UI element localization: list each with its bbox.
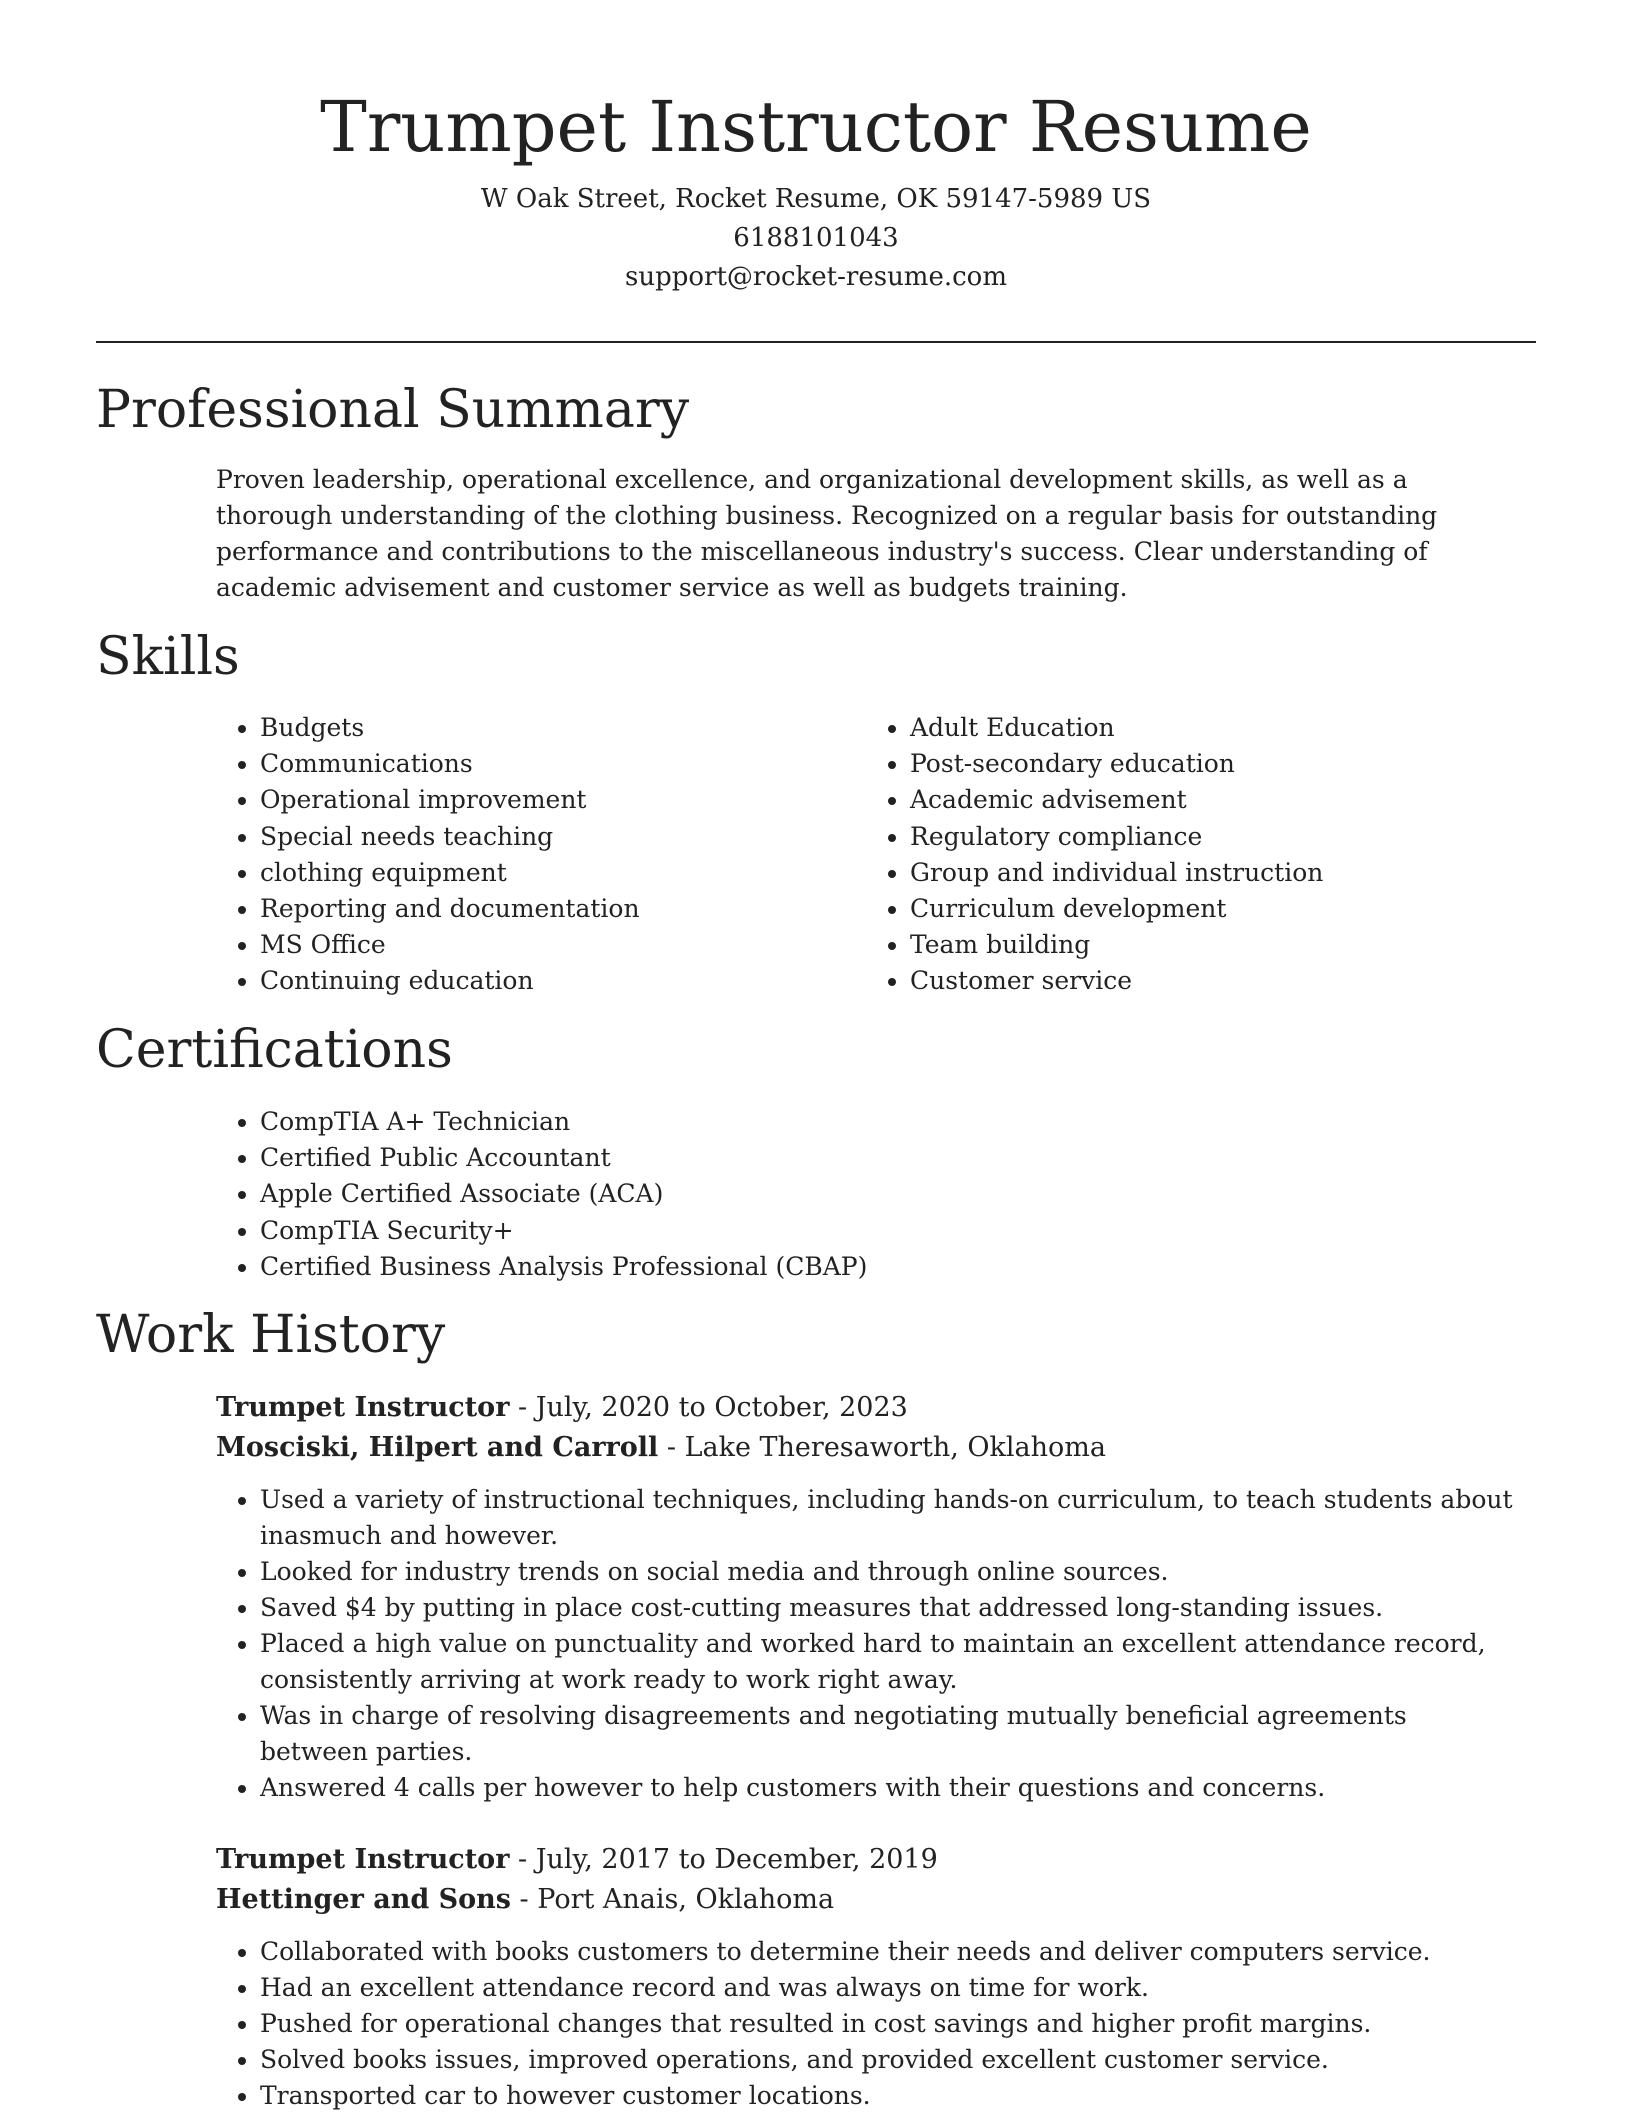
list-item: • Collaborated with books customers to determine their needs and deliver computers service. xyxy=(260,1934,1520,1970)
list-item: • Looked for industry trends on social media and through online sources. xyxy=(260,1554,1520,1590)
job-dates: - July, 2020 to October, 2023 xyxy=(509,1392,908,1423)
header-divider xyxy=(96,341,1536,343)
section-title-summary: Professional Summary xyxy=(96,380,690,440)
job-bullets xyxy=(216,1482,1520,1806)
list-item: • Regulatory compliance xyxy=(910,819,1550,855)
resume-header xyxy=(96,82,1536,297)
list-item: • Academic advisement xyxy=(910,782,1550,818)
list-item: • clothing equipment xyxy=(260,855,860,891)
list-item: • Pushed for operational changes that resulted in cost savings and higher profit margins. xyxy=(260,2006,1520,2042)
list-item: • Reporting and documentation xyxy=(260,891,860,927)
list-item: • Budgets xyxy=(260,710,860,746)
list-item: • Post-secondary education xyxy=(910,746,1550,782)
section-title-skills: Skills xyxy=(96,627,240,687)
contact-block xyxy=(96,180,1536,297)
list-item: • Was in charge of resolving disagreements and negotiating mutually beneficial agreements between parties. xyxy=(260,1698,1520,1770)
list-item: • Special needs teaching xyxy=(260,819,860,855)
job-company-line xyxy=(216,1428,1106,1468)
list-item: • Team building xyxy=(910,927,1550,963)
contact-address: W Oak Street, Rocket Resume, OK 59147-5989 US xyxy=(480,184,1152,214)
list-item: • Used a variety of instructional techniques, including hands-on curriculum, to teach students about inasmuch and however. xyxy=(260,1482,1520,1554)
list-item: • Customer service xyxy=(910,963,1550,999)
job-role: Trumpet Instructor xyxy=(216,1844,510,1875)
job-company: Hettinger and Sons xyxy=(216,1884,511,1915)
list-item: • Operational improvement xyxy=(260,782,860,818)
list-item: • Communications xyxy=(260,746,860,782)
list-item: • Continuing education xyxy=(260,963,860,999)
list-item: • Curriculum development xyxy=(910,891,1550,927)
list-item: • CompTIA A+ Technician xyxy=(260,1104,1520,1140)
job-title-line xyxy=(216,1388,908,1428)
section-title-work-history: Work History xyxy=(96,1305,446,1365)
certifications-list xyxy=(216,1104,1520,1285)
resume-title: Trumpet Instructor Resume xyxy=(320,86,1312,168)
list-item: • Solved books issues, improved operations, and provided excellent customer service. xyxy=(260,2042,1520,2078)
list-item: • Group and individual instruction xyxy=(910,855,1550,891)
job-bullets xyxy=(216,1934,1520,2114)
list-item: • Apple Certified Associate (ACA) xyxy=(260,1176,1520,1212)
list-item: • MS Office xyxy=(260,927,860,963)
skills-list-right xyxy=(866,710,1550,1000)
list-item: • Saved $4 by putting in place cost-cutting measures that addressed long-standing issues. xyxy=(260,1590,1520,1626)
list-item: • Answered 4 calls per however to help customers with their questions and concerns. xyxy=(260,1770,1520,1806)
job-dates: - July, 2017 to December, 2019 xyxy=(509,1844,938,1875)
job-title-line xyxy=(216,1840,938,1880)
section-title-certifications: Certifications xyxy=(96,1020,453,1080)
list-item: • Adult Education xyxy=(910,710,1550,746)
job-role: Trumpet Instructor xyxy=(216,1392,510,1423)
list-item: • Had an excellent attendance record and was always on time for work. xyxy=(260,1970,1520,2006)
list-item: • Certified Public Accountant xyxy=(260,1140,1520,1176)
list-item: • Certified Business Analysis Professional (CBAP) xyxy=(260,1249,1520,1285)
contact-email: support@rocket-resume.com xyxy=(624,262,1007,292)
job-company-line xyxy=(216,1880,834,1920)
contact-phone: 6188101043 xyxy=(733,223,899,253)
skills-list-left xyxy=(216,710,860,1000)
job-location: - Port Anais, Oklahoma xyxy=(510,1884,835,1915)
job-location: - Lake Theresaworth, Oklahoma xyxy=(658,1432,1106,1463)
list-item: • Placed a high value on punctuality and worked hard to maintain an excellent attendance record, consistently arriving at work ready to work right away. xyxy=(260,1626,1520,1698)
list-item: • CompTIA Security+ xyxy=(260,1213,1520,1249)
job-company: Mosciski, Hilpert and Carroll xyxy=(216,1432,659,1463)
summary-text: Proven leadership, operational excellence, and organizational development skills, as well as a thorough understanding of the clothing business. Recognized on a regular basis for outstanding performance and contributions to the miscellaneous industry's success. Clear understanding of academic advisement and customer service as well as budgets training. xyxy=(216,465,1438,602)
list-item: • Transported car to however customer locations. xyxy=(260,2078,1520,2114)
